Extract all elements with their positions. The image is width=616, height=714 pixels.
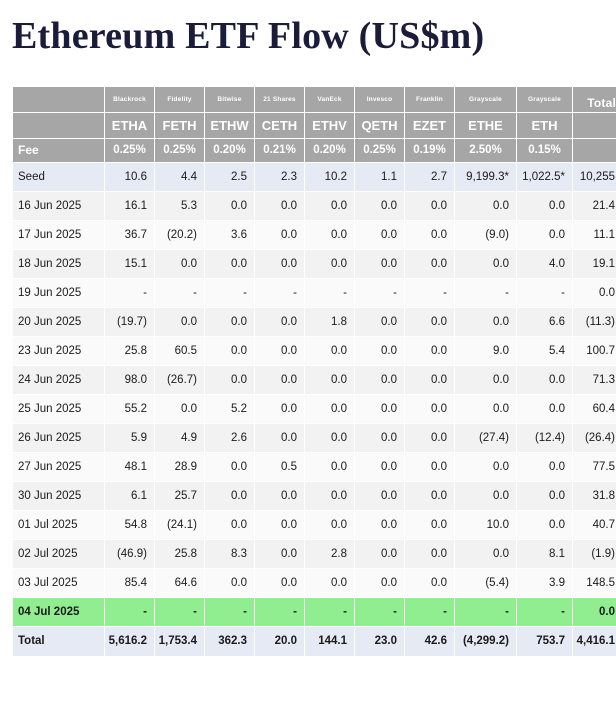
- cell-15-ceth: -: [255, 597, 305, 626]
- table-row: [13, 452, 616, 481]
- cell-8-qeth: 0.0: [355, 394, 405, 423]
- cell-12-ceth: 0.0: [255, 510, 305, 539]
- fee-row-total-cell: [573, 138, 616, 162]
- fee-cell-eth: 0.15%: [517, 138, 573, 162]
- cell-2-ethe: (9.0): [455, 220, 517, 249]
- issuer-header-1: Fidelity: [155, 86, 205, 112]
- table-row: [13, 510, 616, 539]
- cell-3-ceth: 0.0: [255, 249, 305, 278]
- cell-16-etha: 5,616.2: [105, 626, 155, 656]
- cell-9-ceth: 0.0: [255, 423, 305, 452]
- fee-cell-ceth: 0.21%: [255, 138, 305, 162]
- cell-10-feth: 28.9: [155, 452, 205, 481]
- cell-0-ethw: 2.5: [205, 162, 255, 191]
- cell-5-ethe: 0.0: [455, 307, 517, 336]
- cell-11-ceth: 0.0: [255, 481, 305, 510]
- cell-3-ethe: 0.0: [455, 249, 517, 278]
- cell-6-eth: 5.4: [517, 336, 573, 365]
- row-total-9: (26.4): [573, 423, 616, 452]
- cell-8-eth: 0.0: [517, 394, 573, 423]
- row-total-4: 0.0: [573, 278, 616, 307]
- row-label-4: 19 Jun 2025: [13, 278, 105, 307]
- cell-5-qeth: 0.0: [355, 307, 405, 336]
- cell-0-ezet: 2.7: [405, 162, 455, 191]
- ticker-header-ezet: EZET: [405, 112, 455, 138]
- cell-2-feth: (20.2): [155, 220, 205, 249]
- cell-11-etha: 6.1: [105, 481, 155, 510]
- header-total-label: Total: [573, 86, 616, 112]
- table-header-issuers: [13, 86, 616, 112]
- cell-6-ethv: 0.0: [305, 336, 355, 365]
- cell-7-ethv: 0.0: [305, 365, 355, 394]
- cell-3-qeth: 0.0: [355, 249, 405, 278]
- cell-9-ethe: (27.4): [455, 423, 517, 452]
- row-label-16: Total: [13, 626, 105, 656]
- cell-9-feth: 4.9: [155, 423, 205, 452]
- cell-13-etha: (46.9): [105, 539, 155, 568]
- row-label-2: 17 Jun 2025: [13, 220, 105, 249]
- cell-3-etha: 15.1: [105, 249, 155, 278]
- fee-cell-ethv: 0.20%: [305, 138, 355, 162]
- table-row: [13, 423, 616, 452]
- cell-10-ezet: 0.0: [405, 452, 455, 481]
- cell-15-etha: -: [105, 597, 155, 626]
- cell-1-eth: 0.0: [517, 191, 573, 220]
- row-total-7: 71.3: [573, 365, 616, 394]
- cell-10-eth: 0.0: [517, 452, 573, 481]
- row-total-2: 11.1: [573, 220, 616, 249]
- cell-14-feth: 64.6: [155, 568, 205, 597]
- cell-2-ceth: 0.0: [255, 220, 305, 249]
- row-total-10: 77.5: [573, 452, 616, 481]
- issuer-header-7: Grayscale: [455, 86, 517, 112]
- ticker-header-eth: ETH: [517, 112, 573, 138]
- cell-9-qeth: 0.0: [355, 423, 405, 452]
- cell-3-ezet: 0.0: [405, 249, 455, 278]
- row-total-15: 0.0: [573, 597, 616, 626]
- cell-16-ceth: 20.0: [255, 626, 305, 656]
- cell-0-ethv: 10.2: [305, 162, 355, 191]
- issuer-header-3: 21 Shares: [255, 86, 305, 112]
- row-total-6: 100.7: [573, 336, 616, 365]
- row-total-11: 31.8: [573, 481, 616, 510]
- table-row: [13, 626, 616, 656]
- cell-4-ezet: -: [405, 278, 455, 307]
- table-row: [13, 249, 616, 278]
- row-label-11: 30 Jun 2025: [13, 481, 105, 510]
- cell-11-eth: 0.0: [517, 481, 573, 510]
- row-total-13: (1.9): [573, 539, 616, 568]
- cell-13-ezet: 0.0: [405, 539, 455, 568]
- cell-14-eth: 3.9: [517, 568, 573, 597]
- row-label-1: 16 Jun 2025: [13, 191, 105, 220]
- cell-0-feth: 4.4: [155, 162, 205, 191]
- cell-3-feth: 0.0: [155, 249, 205, 278]
- row-label-15: 04 Jul 2025: [13, 597, 105, 626]
- cell-8-ethw: 5.2: [205, 394, 255, 423]
- cell-12-ethv: 0.0: [305, 510, 355, 539]
- issuer-header-0: Blackrock: [105, 86, 155, 112]
- cell-11-ezet: 0.0: [405, 481, 455, 510]
- cell-1-ceth: 0.0: [255, 191, 305, 220]
- cell-13-ceth: 0.0: [255, 539, 305, 568]
- cell-6-etha: 25.8: [105, 336, 155, 365]
- cell-11-qeth: 0.0: [355, 481, 405, 510]
- cell-14-etha: 85.4: [105, 568, 155, 597]
- cell-1-qeth: 0.0: [355, 191, 405, 220]
- cell-7-etha: 98.0: [105, 365, 155, 394]
- cell-12-qeth: 0.0: [355, 510, 405, 539]
- cell-8-ethv: 0.0: [305, 394, 355, 423]
- cell-4-ethe: -: [455, 278, 517, 307]
- ticker-header-ethw: ETHW: [205, 112, 255, 138]
- cell-15-feth: -: [155, 597, 205, 626]
- ticker-header-feth: FETH: [155, 112, 205, 138]
- cell-10-ethw: 0.0: [205, 452, 255, 481]
- row-total-12: 40.7: [573, 510, 616, 539]
- table-row: [13, 162, 616, 191]
- cell-5-eth: 6.6: [517, 307, 573, 336]
- header-corner-cell: [13, 86, 105, 112]
- row-total-1: 21.4: [573, 191, 616, 220]
- table-row: [13, 307, 616, 336]
- row-label-13: 02 Jul 2025: [13, 539, 105, 568]
- row-label-8: 25 Jun 2025: [13, 394, 105, 423]
- row-label-5: 20 Jun 2025: [13, 307, 105, 336]
- cell-4-qeth: -: [355, 278, 405, 307]
- cell-2-ethv: 0.0: [305, 220, 355, 249]
- cell-13-ethv: 2.8: [305, 539, 355, 568]
- etf-flow-table: [12, 86, 616, 657]
- cell-16-eth: 753.7: [517, 626, 573, 656]
- cell-7-ceth: 0.0: [255, 365, 305, 394]
- table-row: [13, 597, 616, 626]
- cell-13-eth: 8.1: [517, 539, 573, 568]
- cell-5-ethw: 0.0: [205, 307, 255, 336]
- cell-1-ezet: 0.0: [405, 191, 455, 220]
- cell-14-ethe: (5.4): [455, 568, 517, 597]
- cell-4-etha: -: [105, 278, 155, 307]
- cell-10-ethe: 0.0: [455, 452, 517, 481]
- issuer-header-6: Franklin: [405, 86, 455, 112]
- cell-15-ethw: -: [205, 597, 255, 626]
- row-total-0: 10,255: [573, 162, 616, 191]
- cell-15-ezet: -: [405, 597, 455, 626]
- cell-16-ezet: 42.6: [405, 626, 455, 656]
- row-label-10: 27 Jun 2025: [13, 452, 105, 481]
- cell-10-etha: 48.1: [105, 452, 155, 481]
- cell-16-ethv: 144.1: [305, 626, 355, 656]
- cell-9-eth: (12.4): [517, 423, 573, 452]
- page-title: Ethereum ETF Flow (US$m): [12, 15, 485, 57]
- cell-9-ezet: 0.0: [405, 423, 455, 452]
- cell-7-ethe: 0.0: [455, 365, 517, 394]
- fee-cell-ezet: 0.19%: [405, 138, 455, 162]
- cell-13-ethw: 8.3: [205, 539, 255, 568]
- cell-0-qeth: 1.1: [355, 162, 405, 191]
- cell-5-etha: (19.7): [105, 307, 155, 336]
- table-row: [13, 191, 616, 220]
- cell-15-ethe: -: [455, 597, 517, 626]
- cell-1-ethv: 0.0: [305, 191, 355, 220]
- row-total-8: 60.4: [573, 394, 616, 423]
- table-row: [13, 568, 616, 597]
- ticker-header-ceth: CETH: [255, 112, 305, 138]
- cell-7-qeth: 0.0: [355, 365, 405, 394]
- cell-14-ethw: 0.0: [205, 568, 255, 597]
- cell-0-eth: 1,022.5*: [517, 162, 573, 191]
- cell-12-etha: 54.8: [105, 510, 155, 539]
- cell-6-qeth: 0.0: [355, 336, 405, 365]
- issuer-header-2: Bitwise: [205, 86, 255, 112]
- cell-16-feth: 1,753.4: [155, 626, 205, 656]
- row-total-16: 4,416.1: [573, 626, 616, 656]
- cell-2-eth: 0.0: [517, 220, 573, 249]
- cell-5-feth: 0.0: [155, 307, 205, 336]
- cell-16-ethw: 362.3: [205, 626, 255, 656]
- ticker-row-corner-cell: [13, 112, 105, 138]
- ticker-row-total-cell: [573, 112, 616, 138]
- cell-8-ezet: 0.0: [405, 394, 455, 423]
- cell-12-eth: 0.0: [517, 510, 573, 539]
- table-header-fees: [13, 138, 616, 162]
- fee-cell-ethw: 0.20%: [205, 138, 255, 162]
- cell-11-ethw: 0.0: [205, 481, 255, 510]
- cell-1-ethw: 0.0: [205, 191, 255, 220]
- cell-2-qeth: 0.0: [355, 220, 405, 249]
- cell-11-ethv: 0.0: [305, 481, 355, 510]
- row-label-3: 18 Jun 2025: [13, 249, 105, 278]
- cell-4-ceth: -: [255, 278, 305, 307]
- cell-7-ethw: 0.0: [205, 365, 255, 394]
- cell-15-qeth: -: [355, 597, 405, 626]
- cell-8-feth: 0.0: [155, 394, 205, 423]
- row-label-0: Seed: [13, 162, 105, 191]
- fee-cell-ethe: 2.50%: [455, 138, 517, 162]
- table-row: [13, 394, 616, 423]
- cell-13-ethe: 0.0: [455, 539, 517, 568]
- cell-12-ethe: 10.0: [455, 510, 517, 539]
- ticker-header-ethv: ETHV: [305, 112, 355, 138]
- fee-row-label: Fee: [13, 138, 105, 162]
- cell-1-ethe: 0.0: [455, 191, 517, 220]
- cell-4-feth: -: [155, 278, 205, 307]
- row-total-3: 19.1: [573, 249, 616, 278]
- row-total-5: (11.3): [573, 307, 616, 336]
- row-label-6: 23 Jun 2025: [13, 336, 105, 365]
- cell-13-feth: 25.8: [155, 539, 205, 568]
- cell-6-feth: 60.5: [155, 336, 205, 365]
- row-label-14: 03 Jul 2025: [13, 568, 105, 597]
- cell-1-etha: 16.1: [105, 191, 155, 220]
- cell-11-feth: 25.7: [155, 481, 205, 510]
- table-row: [13, 365, 616, 394]
- row-label-9: 26 Jun 2025: [13, 423, 105, 452]
- cell-11-ethe: 0.0: [455, 481, 517, 510]
- ticker-header-ethe: ETHE: [455, 112, 517, 138]
- cell-0-etha: 10.6: [105, 162, 155, 191]
- fee-cell-etha: 0.25%: [105, 138, 155, 162]
- cell-15-eth: -: [517, 597, 573, 626]
- fee-cell-feth: 0.25%: [155, 138, 205, 162]
- cell-8-ethe: 0.0: [455, 394, 517, 423]
- cell-3-ethv: 0.0: [305, 249, 355, 278]
- cell-14-ethv: 0.0: [305, 568, 355, 597]
- cell-8-ceth: 0.0: [255, 394, 305, 423]
- table-header-tickers: [13, 112, 616, 138]
- ticker-header-qeth: QETH: [355, 112, 405, 138]
- cell-5-ethv: 1.8: [305, 307, 355, 336]
- cell-9-etha: 5.9: [105, 423, 155, 452]
- row-total-14: 148.5: [573, 568, 616, 597]
- row-label-12: 01 Jul 2025: [13, 510, 105, 539]
- cell-4-eth: -: [517, 278, 573, 307]
- cell-1-feth: 5.3: [155, 191, 205, 220]
- cell-16-ethe: (4,299.2): [455, 626, 517, 656]
- cell-6-ezet: 0.0: [405, 336, 455, 365]
- cell-16-qeth: 23.0: [355, 626, 405, 656]
- fee-cell-qeth: 0.25%: [355, 138, 405, 162]
- etf-flow-table-container: [0, 60, 616, 657]
- cell-7-feth: (26.7): [155, 365, 205, 394]
- cell-0-ethe: 9,199.3*: [455, 162, 517, 191]
- cell-0-ceth: 2.3: [255, 162, 305, 191]
- cell-12-ezet: 0.0: [405, 510, 455, 539]
- cell-4-ethv: -: [305, 278, 355, 307]
- issuer-header-5: Invesco: [355, 86, 405, 112]
- cell-6-ethe: 9.0: [455, 336, 517, 365]
- table-row: [13, 278, 616, 307]
- cell-10-qeth: 0.0: [355, 452, 405, 481]
- cell-10-ceth: 0.5: [255, 452, 305, 481]
- cell-4-ethw: -: [205, 278, 255, 307]
- cell-3-ethw: 0.0: [205, 249, 255, 278]
- cell-13-qeth: 0.0: [355, 539, 405, 568]
- cell-9-ethv: 0.0: [305, 423, 355, 452]
- cell-10-ethv: 0.0: [305, 452, 355, 481]
- issuer-header-8: Grayscale: [517, 86, 573, 112]
- cell-2-ethw: 3.6: [205, 220, 255, 249]
- cell-2-ezet: 0.0: [405, 220, 455, 249]
- cell-7-ezet: 0.0: [405, 365, 455, 394]
- cell-6-ethw: 0.0: [205, 336, 255, 365]
- cell-12-ethw: 0.0: [205, 510, 255, 539]
- table-row: [13, 220, 616, 249]
- issuer-header-4: VanEck: [305, 86, 355, 112]
- cell-5-ezet: 0.0: [405, 307, 455, 336]
- cell-12-feth: (24.1): [155, 510, 205, 539]
- table-row: [13, 336, 616, 365]
- cell-2-etha: 36.7: [105, 220, 155, 249]
- cell-3-eth: 4.0: [517, 249, 573, 278]
- table-row: [13, 481, 616, 510]
- cell-8-etha: 55.2: [105, 394, 155, 423]
- cell-14-ceth: 0.0: [255, 568, 305, 597]
- cell-6-ceth: 0.0: [255, 336, 305, 365]
- cell-7-eth: 0.0: [517, 365, 573, 394]
- table-row: [13, 539, 616, 568]
- cell-14-ezet: 0.0: [405, 568, 455, 597]
- cell-14-qeth: 0.0: [355, 568, 405, 597]
- cell-5-ceth: 0.0: [255, 307, 305, 336]
- row-label-7: 24 Jun 2025: [13, 365, 105, 394]
- ticker-header-etha: ETHA: [105, 112, 155, 138]
- cell-15-ethv: -: [305, 597, 355, 626]
- cell-9-ethw: 2.6: [205, 423, 255, 452]
